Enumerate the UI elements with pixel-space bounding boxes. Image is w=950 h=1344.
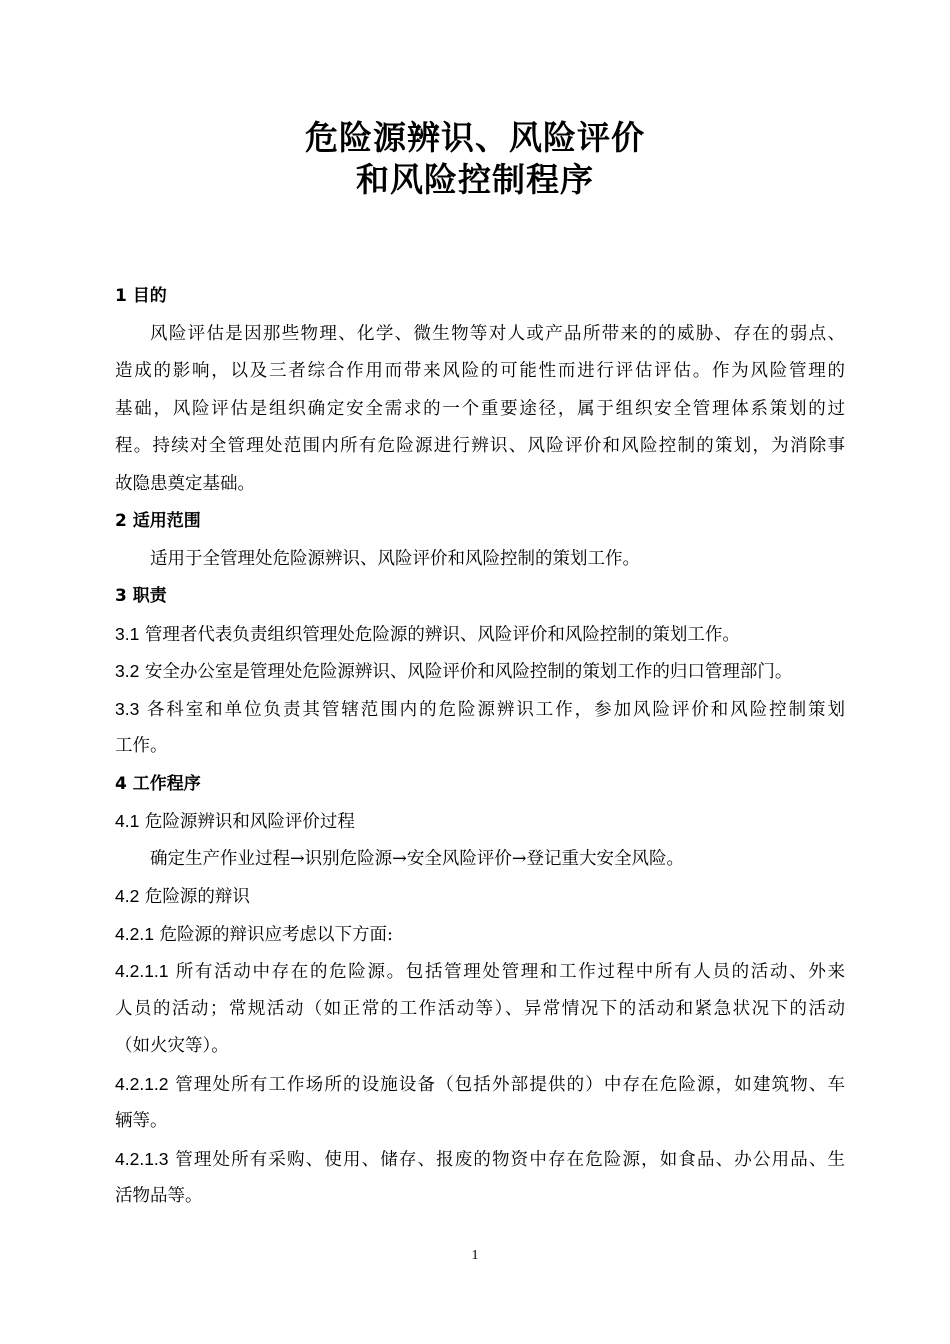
document-body <box>115 278 845 1216</box>
paragraph-line: 程。持续对全管理处范围内所有危险源进行辨识、风险评价和风险控制的策划，为消除事 <box>115 436 845 456</box>
clause-4-2-1-3 <box>115 1141 845 1179</box>
duty-item-3-1 <box>115 616 845 654</box>
paragraph-line: 造成的影响，以及三者综合作用而带来风险的可能性而进行评估评估。作为风险管理的 <box>115 361 845 381</box>
paragraph-line: 基础，风险评估是组织确定安全需求的一个重要途径，属于组织安全管理体系策划的过 <box>115 398 845 419</box>
clause-4-2-1-1 <box>115 953 845 991</box>
clause-number: 4.2.1.3 <box>115 1148 169 1169</box>
clause-number: 4.2.1.1 <box>115 961 169 981</box>
section-heading-duties: 3 职责 <box>115 586 167 606</box>
document-title-line-1: 危险源辨识、风险评价 <box>305 118 645 157</box>
paragraph-line: （如火灾等）。 <box>115 1036 229 1056</box>
paragraph-line: 风险评估是因那些物理、化学、微生物等对人或产品所带来的的威胁、存在的弱点、 <box>150 323 845 344</box>
clause-4-2-1-2 <box>115 1066 845 1104</box>
duty-item-3-2 <box>115 653 845 691</box>
subsection-4-2 <box>115 878 845 916</box>
clause-number: 3.3 <box>115 698 140 719</box>
clause-text: 危险源辨识和风险评价过程 <box>144 812 355 832</box>
paragraph-line: 适用于全管理处危险源辨识、风险评价和风险控制的策划工作。 <box>150 548 640 569</box>
subsection-4-2-1 <box>115 916 845 954</box>
paragraph-line: 辆等。 <box>115 1111 168 1131</box>
duty-item-3-3 <box>115 691 845 729</box>
subsection-4-1 <box>115 803 845 841</box>
process-flow: 确定生产作业过程→识别危险源→安全风险评价→登记重大安全风险。 <box>150 848 684 869</box>
clause-text: 安全办公室是管理处危险源辨识、风险评价和风险控制的策划工作的归口管理部门。 <box>144 662 793 682</box>
clause-text: 各科室和单位负责其管辖范围内的危险源辨识工作，参加风险评价和风险控制策划 <box>146 699 845 720</box>
document-title-line-2: 和风险控制程序 <box>356 160 594 199</box>
clause-number: 3.1 <box>115 623 140 644</box>
clause-text: 危险源的辩识 <box>144 887 250 907</box>
clause-number: 3.2 <box>115 661 140 681</box>
clause-text: 危险源的辩识应考虑以下方面: <box>159 924 393 945</box>
clause-text: 管理者代表负责组织管理处危险源的辨识、风险评价和风险控制的策划工作。 <box>144 624 740 645</box>
paragraph-line: 故隐患奠定基础。 <box>115 473 255 494</box>
paragraph-line: 活物品等。 <box>115 1186 203 1206</box>
page-number: 1 <box>471 1248 479 1263</box>
clause-number: 4.2.1.2 <box>115 1073 169 1094</box>
section-heading-scope: 2 适用范围 <box>115 511 201 531</box>
clause-text: 管理处所有采购、使用、储存、报废的物资中存在危险源，如食品、办公用品、生 <box>175 1149 845 1170</box>
section-heading-purpose: 1 目的 <box>115 286 167 306</box>
clause-number: 4.2 <box>115 886 140 906</box>
clause-number: 4.2.1 <box>115 923 154 944</box>
paragraph-line: 人员的活动；常规活动（如正常的工作活动等）、异常情况下的活动和紧急状况下的活动 <box>115 998 845 1019</box>
section-heading-procedure: 4 工作程序 <box>115 773 201 794</box>
clause-text: 所有活动中存在的危险源。包括管理处管理和工作过程中所有人员的活动、外来 <box>175 962 845 982</box>
clause-text: 管理处所有工作场所的设施设备（包括外部提供的）中存在危险源，如建筑物、车 <box>175 1074 845 1095</box>
paragraph-line: 工作。 <box>115 736 168 756</box>
clause-number: 4.1 <box>115 811 140 831</box>
